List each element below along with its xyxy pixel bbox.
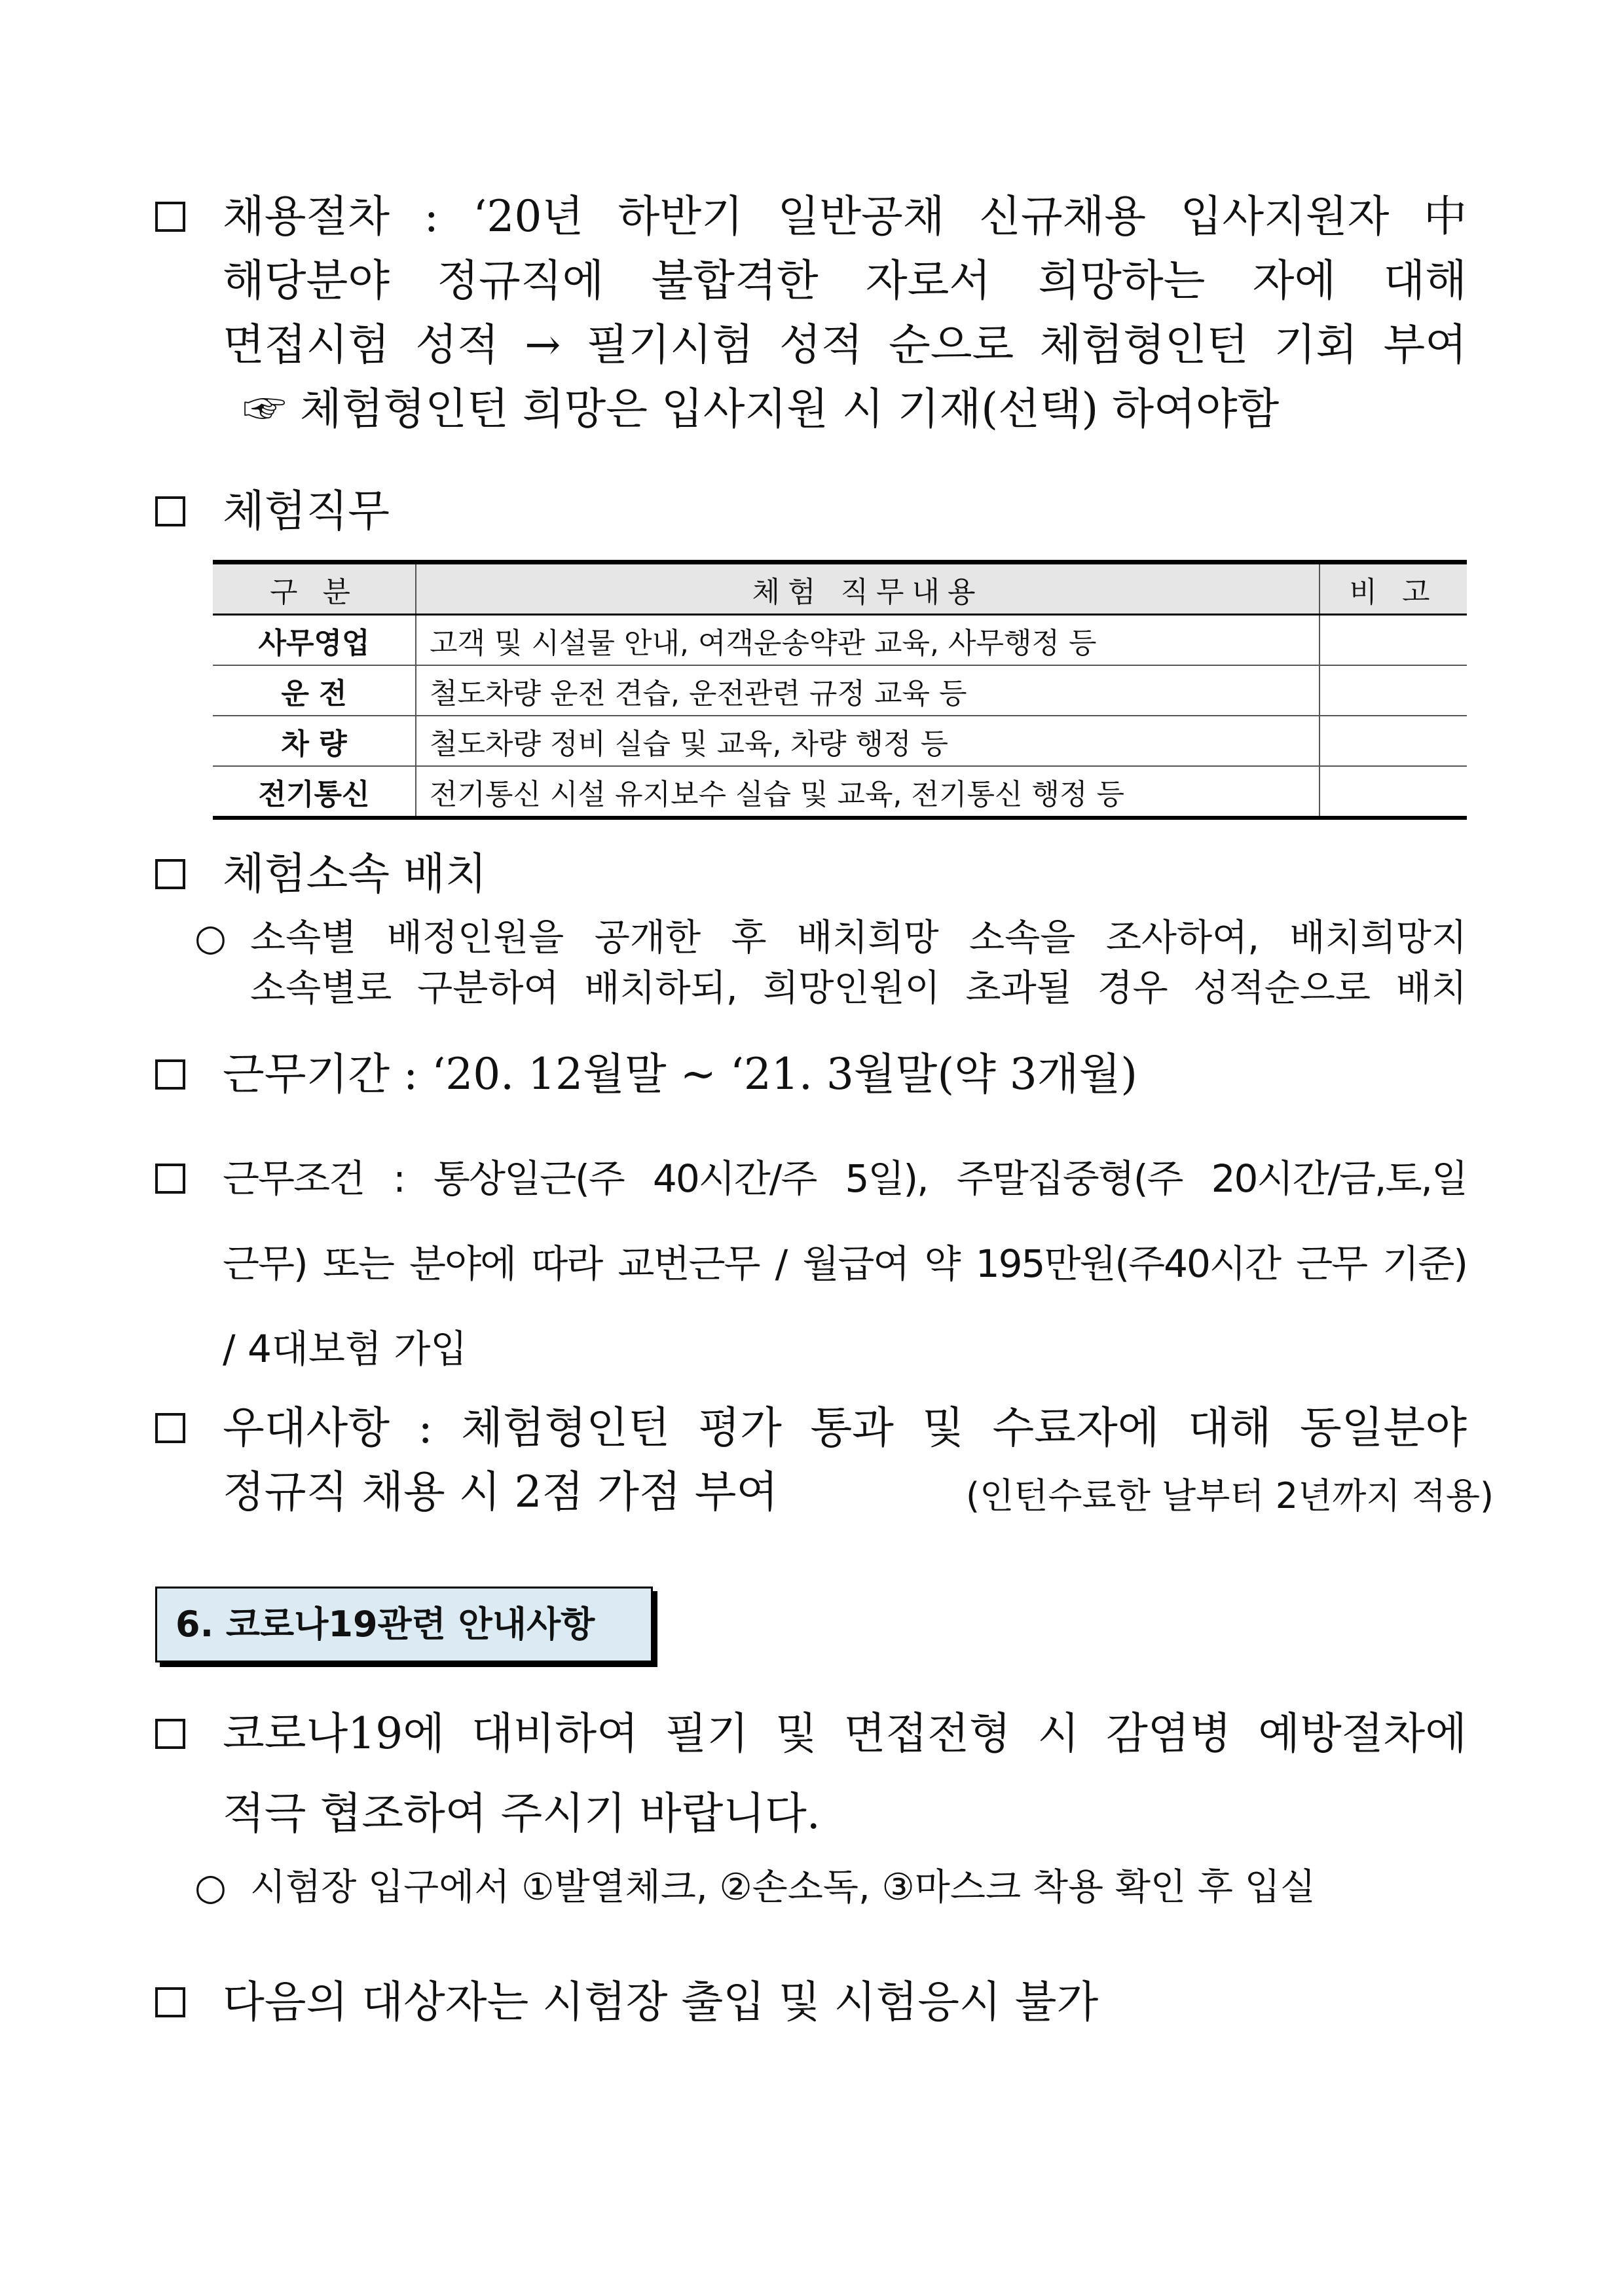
exclusion-item [155,1977,1467,2027]
checkbox-square-icon [155,1413,185,1443]
covid-prep-item [155,1708,1467,1909]
table-row [213,716,1467,766]
conditions-line: 근무) 또는 분야에 따라 교번근무 / 월급여 약 195만원(주40시간 근무 기준) [223,1241,1467,1286]
duty-table [213,560,1467,820]
duties-item [155,486,679,536]
preference-note: (인턴수료한 날부터 2년까지 적용) [966,1475,1494,1516]
checkbox-square-icon [155,1987,185,2017]
procedure-line: 면접시험 성적 → 필기시험 성적 순으로 체험형인턴 기회 부여 [223,320,1467,370]
row-content: 철도차량 정비 실습 및 교육, 차량 행정 등 [416,716,1320,766]
conditions-item [155,1157,1467,1373]
row-note [1320,665,1467,716]
header-content: 체험 직무내용 [416,562,1320,615]
conditions-line: 근무조건 : 통상일근(주 40시간/주 5일), 주말집중형(주 20시간/금,토,일 [223,1156,1467,1201]
header-note: 비 고 [1320,562,1467,615]
section-heading: 6. 코로나19관련 안내사항 [155,1587,653,1662]
row-content: 철도차량 운전 견습, 운전관련 규정 교육 등 [416,665,1320,716]
placement-sub-line: 소속별 배정인원을 공개한 후 배치희망 소속을 조사하여, 배치희망지 [250,917,1467,959]
checkbox-square-icon [155,1164,185,1194]
preference-line: 우대사항 : 체험형인턴 평가 통과 및 수료자에 대해 동일분야 [223,1403,1467,1453]
preference-item [155,1403,1494,1524]
checkbox-square-icon [155,496,185,526]
checkbox-square-icon [155,202,185,232]
duties-title: 체험직무 [223,486,390,536]
circle-bullet-icon: ○ [194,1866,227,1909]
preference-line: 정규직 채용 시 2점 가점 부여 [223,1467,779,1517]
conditions-line: / 4대보험 가입 [223,1327,468,1371]
row-note [1320,716,1467,766]
row-note [1320,766,1467,818]
placement-title: 체험소속 배치 [223,849,487,899]
row-content: 전기통신 시설 유지보수 실습 및 교육, 전기통신 행정 등 [416,766,1320,818]
row-category: 차 량 [213,716,416,766]
checkbox-square-icon [155,1719,185,1749]
period-item [155,1049,1467,1099]
placement-item [155,849,1467,1023]
table-row [213,615,1467,666]
covid-prep-line: 코로나19에 대비하여 필기 및 면접전형 시 감염병 예방절차에 [223,1708,1467,1759]
circle-bullet-icon: ○ [194,917,227,959]
row-note [1320,615,1467,666]
row-content: 고객 및 시설물 안내, 여객운송약관 교육, 사무행정 등 [416,615,1320,666]
row-category: 운 전 [213,665,416,716]
row-category: 사무영업 [213,615,416,666]
procedure-item [155,191,1467,457]
checkbox-square-icon [155,859,185,889]
covid-prep-sub-line: 시험장 입구에서 ①발열체크, ②손소독, ③마스크 착용 확인 후 입실 [250,1866,1316,1909]
table-row [213,766,1467,818]
placement-sub-line: 소속별로 구분하여 배치하되, 희망인원이 초과될 경우 성적순으로 배치 [250,967,1467,1010]
covid-prep-line: 적극 협조하여 주시기 바랍니다. [223,1788,821,1839]
procedure-line: 채용절차 : ‘20년 하반기 일반공채 신규채용 입사지원자 中 [223,191,1467,242]
duty-table-header-row [213,562,1467,615]
period-text: 근무기간 : ‘20. 12월말 ~ ‘21. 3월말(약 3개월) [223,1049,1138,1099]
exclusion-text: 다음의 대상자는 시험장 출입 및 시험응시 불가 [223,1977,1099,2027]
checkbox-square-icon [155,1059,185,1090]
procedure-note: ☞ 체험형인턴 희망은 입사지원 시 기재(선택) 하여야함 [243,384,1280,434]
header-category: 구 분 [213,562,416,615]
table-row [213,665,1467,716]
row-category: 전기통신 [213,766,416,818]
procedure-line: 해당분야 정규직에 불합격한 자로서 희망하는 자에 대해 [223,255,1467,306]
